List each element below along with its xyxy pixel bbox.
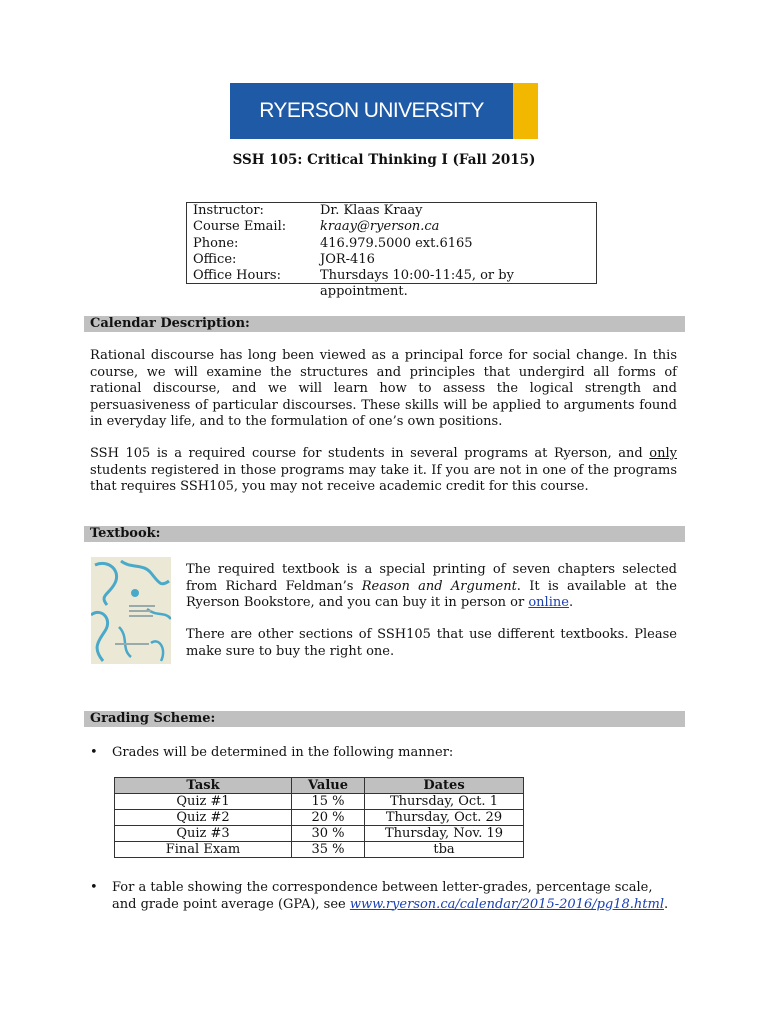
para-text: students registered in those programs may take it. If you are not in one of the programs that requires SSH105, you may not receive academic credit for this course. <box>90 462 677 494</box>
info-label: Course Email: <box>193 219 287 235</box>
column-header-task: Task <box>115 778 292 794</box>
program-restriction-paragraph <box>90 446 677 496</box>
info-label: Office: <box>193 251 237 267</box>
textbook-sections-paragraph: There are other sections of SSH105 that use different textbooks. Please make sure to buy the right one. <box>186 627 677 659</box>
para-text: . <box>568 595 574 610</box>
only-emphasis: only <box>649 446 677 461</box>
table-header-row <box>115 778 524 794</box>
cell-value: 30 % <box>292 826 365 842</box>
info-value: Dr. Klaas Kraay <box>320 203 423 218</box>
grading-scheme-heading: Grading Scheme: <box>84 711 685 727</box>
online-link[interactable]: online <box>528 595 569 610</box>
course-title: SSH 105: Critical Thinking I (Fall 2015) <box>232 152 536 168</box>
logo-text: RYERSON UNIVERSITY <box>259 98 484 122</box>
instructor-info-box <box>186 202 597 300</box>
cell-date: Thursday, Oct. 29 <box>365 810 524 826</box>
para-text: SSH 105 is a required course for students in several programs at Ryerson, and <box>90 446 650 461</box>
info-label: Phone: <box>193 235 239 251</box>
grading-bullet <box>90 745 680 763</box>
gpa-calendar-link[interactable]: www.ryerson.ca/calendar/2015-2016/pg18.html <box>349 896 664 912</box>
info-row-office <box>193 252 590 268</box>
table-row <box>115 794 524 810</box>
para-text: The required textbook is a special printing of seven chapters selected from Richard Feldman’s <box>186 562 677 594</box>
column-header-value: Value <box>292 778 365 794</box>
table-row <box>115 810 524 826</box>
para-text: . <box>664 896 669 912</box>
cell-date: Thursday, Nov. 19 <box>365 826 524 842</box>
cell-date: Thursday, Oct. 1 <box>365 794 524 810</box>
textbook-cover-image <box>91 557 171 664</box>
info-value: 416.979.5000 ext.6165 <box>320 235 473 251</box>
table-row <box>115 826 524 842</box>
bullet-icon: • <box>90 745 98 760</box>
bullet-icon: • <box>90 880 98 895</box>
textbook-cover-art <box>91 557 171 664</box>
textbook-title: Reason and Argument <box>361 578 517 594</box>
cell-task: Final Exam <box>115 842 292 858</box>
cell-task: Quiz #3 <box>115 826 292 842</box>
info-value: Thursdays 10:00-11:45, or by appointment. <box>320 268 514 300</box>
info-row-office-hours <box>193 268 590 300</box>
calendar-description-paragraph: Rational discourse has long been viewed as a principal force for social change. In this course, we will examine the structures and principles that undergird all forms of rational discourse, and we will learn how to assess the logical strength and persuasiveness of particular discourses. These skills will be applied to arguments found in everyday life, and to the formulation of one’s own positions. <box>90 348 677 429</box>
cell-value: 20 % <box>292 810 365 826</box>
para-text: For a table showing the correspondence between letter-grades, percentage scale, and grade point average (GPA), see <box>112 880 653 912</box>
calendar-description-heading: Calendar Description: <box>84 316 685 332</box>
textbook-heading: Textbook: <box>84 526 685 542</box>
info-label: Office Hours: <box>193 268 281 284</box>
bullet-text <box>112 880 678 913</box>
info-row-instructor <box>193 203 590 219</box>
gpa-bullet <box>90 880 680 914</box>
info-label: Instructor: <box>193 203 264 218</box>
cell-date: tba <box>365 842 524 858</box>
logo-accent-bar <box>513 83 538 139</box>
email-link[interactable]: kraay@ryerson.ca <box>320 219 440 235</box>
textbook-paragraph <box>186 562 677 612</box>
column-header-dates: Dates <box>365 778 524 794</box>
cell-task: Quiz #2 <box>115 810 292 826</box>
university-logo <box>230 83 538 139</box>
cell-value: 35 % <box>292 842 365 858</box>
bullet-text: Grades will be determined in the following manner: <box>112 745 454 760</box>
info-row-email <box>193 219 590 235</box>
para-text: . It is available at the Ryerson Bookstore, and you can buy it in person or <box>186 578 677 610</box>
table-row <box>115 842 524 858</box>
cell-value: 15 % <box>292 794 365 810</box>
info-value: JOR-416 <box>320 251 375 267</box>
cell-task: Quiz #1 <box>115 794 292 810</box>
grading-table <box>114 777 524 858</box>
info-row-phone <box>193 236 590 252</box>
